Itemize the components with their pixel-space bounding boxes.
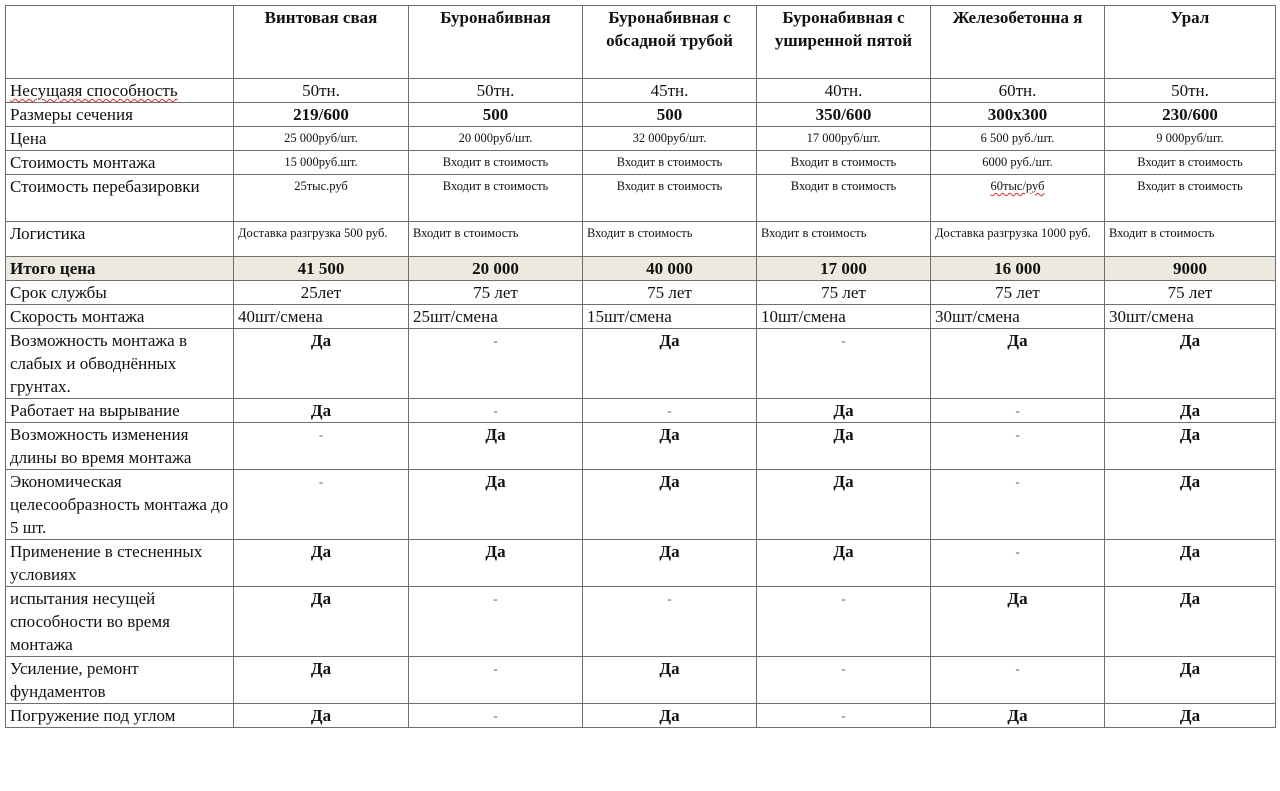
table-row [6, 127, 1276, 151]
table-cell: 45тн. [583, 79, 757, 103]
table-cell: 9 000руб/шт. [1105, 127, 1276, 151]
table-cell: Да [234, 657, 409, 704]
table-cell: Да [583, 470, 757, 540]
table-cell: Да [409, 540, 583, 587]
row-label: Итого цена [6, 257, 234, 281]
table-cell: 25лет [234, 281, 409, 305]
row-label: Работает на вырывание [6, 399, 234, 423]
table-cell: - [234, 423, 409, 470]
table-cell: Да [583, 704, 757, 728]
table-cell: Да [1105, 470, 1276, 540]
table-row [6, 281, 1276, 305]
table-cell: - [234, 470, 409, 540]
table-cell: Входит в стоимость [583, 175, 757, 222]
table-cell: Да [583, 329, 757, 399]
table-cell: 500 [583, 103, 757, 127]
table-cell: 500 [409, 103, 583, 127]
table-row [6, 305, 1276, 329]
table-cell: Да [1105, 540, 1276, 587]
table-cell: 10шт/смена [757, 305, 931, 329]
table-cell: 25тыс.руб [234, 175, 409, 222]
table-cell: - [931, 657, 1105, 704]
table-cell: - [931, 399, 1105, 423]
table-row [6, 79, 1276, 103]
row-label: Погружение под углом [6, 704, 234, 728]
table-cell: 219/600 [234, 103, 409, 127]
table-cell: Да [409, 423, 583, 470]
table-cell: 16 000 [931, 257, 1105, 281]
header-row [6, 6, 1276, 79]
table-cell: 300х300 [931, 103, 1105, 127]
table-cell: - [931, 423, 1105, 470]
table-cell: Да [1105, 704, 1276, 728]
table-cell: Да [1105, 329, 1276, 399]
table-cell: 75 лет [409, 281, 583, 305]
table-row [6, 329, 1276, 399]
table-cell: Да [757, 540, 931, 587]
row-label: Экономическая целесообразность монтажа до 5 шт. [6, 470, 234, 540]
table-cell: 75 лет [757, 281, 931, 305]
table-row [6, 222, 1276, 257]
table-cell: - [409, 587, 583, 657]
table-cell: 75 лет [583, 281, 757, 305]
table-cell: Да [1105, 423, 1276, 470]
table-cell: 20 000 [409, 257, 583, 281]
comparison-table [5, 5, 1276, 728]
table-cell: Да [1105, 657, 1276, 704]
row-label: Стоимость перебазировки [6, 175, 234, 222]
table-cell: 6 500 руб./шт. [931, 127, 1105, 151]
table-cell: Да [234, 329, 409, 399]
table-cell: 50тн. [234, 79, 409, 103]
table-cell: - [583, 587, 757, 657]
table-cell: Входит в стоимость [583, 222, 757, 257]
row-label: Возможность монтажа в слабых и обводнённых грунтах. [6, 329, 234, 399]
table-row [6, 540, 1276, 587]
table-cell: Да [757, 399, 931, 423]
table-row [6, 423, 1276, 470]
table-row [6, 470, 1276, 540]
table-cell: Да [931, 704, 1105, 728]
header-bored-belled: Буронабивная с уширенной пятой [757, 6, 931, 79]
table-cell: 17 000руб/шт. [757, 127, 931, 151]
table-cell: 230/600 [1105, 103, 1276, 127]
row-label: Срок службы [6, 281, 234, 305]
table-cell: 60тыс/руб [931, 175, 1105, 222]
table-cell: - [757, 657, 931, 704]
table-cell: 30шт/смена [931, 305, 1105, 329]
row-label: Размеры сечения [6, 103, 234, 127]
table-cell: 50тн. [409, 79, 583, 103]
table-cell: 25 000руб/шт. [234, 127, 409, 151]
table-cell: Входит в стоимость [1105, 151, 1276, 175]
table-cell: 25шт/смена [409, 305, 583, 329]
table-cell: Да [1105, 587, 1276, 657]
header-screw-pile: Винтовая свая [234, 6, 409, 79]
table-cell: Да [583, 423, 757, 470]
table-row [6, 704, 1276, 728]
table-cell: 6000 руб./шт. [931, 151, 1105, 175]
table-cell: Да [234, 704, 409, 728]
table-cell: - [409, 704, 583, 728]
total-row [6, 257, 1276, 281]
table-cell: 50тн. [1105, 79, 1276, 103]
header-bored: Буронабивная [409, 6, 583, 79]
table-cell: Да [931, 587, 1105, 657]
table-cell: 40шт/смена [234, 305, 409, 329]
table-cell: Да [757, 470, 931, 540]
table-cell: 60тн. [931, 79, 1105, 103]
header-concrete: Железобетонна я [931, 6, 1105, 79]
table-cell: - [583, 399, 757, 423]
row-label: Возможность изменения длины во время монтажа [6, 423, 234, 470]
table-cell: Да [583, 657, 757, 704]
header-bored-casing: Буронабивная с обсадной трубой [583, 6, 757, 79]
row-label: Стоимость монтажа [6, 151, 234, 175]
table-cell: 75 лет [1105, 281, 1276, 305]
table-cell: - [409, 657, 583, 704]
table-cell: - [757, 587, 931, 657]
table-cell: - [409, 399, 583, 423]
row-label: Цена [6, 127, 234, 151]
table-cell: 40 000 [583, 257, 757, 281]
table-cell: Да [583, 540, 757, 587]
table-cell: 41 500 [234, 257, 409, 281]
table-cell: Входит в стоимость [1105, 175, 1276, 222]
table-cell: 15шт/смена [583, 305, 757, 329]
table-cell: Да [234, 399, 409, 423]
table-cell: Да [757, 423, 931, 470]
table-cell: Входит в стоимость [409, 222, 583, 257]
table-cell: Входит в стоимость [409, 175, 583, 222]
table-cell: - [409, 329, 583, 399]
table-row [6, 103, 1276, 127]
table-cell: Входит в стоимость [757, 175, 931, 222]
table-cell: Входит в стоимость [757, 222, 931, 257]
table-cell: - [757, 329, 931, 399]
row-label: Применение в стесненных условиях [6, 540, 234, 587]
table-cell: Доставка разгрузка 500 руб. [234, 222, 409, 257]
row-label: Скорость монтажа [6, 305, 234, 329]
table-cell: Да [234, 587, 409, 657]
table-cell: - [931, 470, 1105, 540]
header-empty [6, 6, 234, 79]
table-cell: 9000 [1105, 257, 1276, 281]
table-cell: Входит в стоимость [583, 151, 757, 175]
table-cell: Да [409, 470, 583, 540]
table-cell: 40тн. [757, 79, 931, 103]
table-row [6, 151, 1276, 175]
table-row [6, 657, 1276, 704]
table-cell: - [931, 540, 1105, 587]
table-cell: 17 000 [757, 257, 931, 281]
row-label: Усиление, ремонт фундаментов [6, 657, 234, 704]
table-row [6, 587, 1276, 657]
table-cell: Входит в стоимость [409, 151, 583, 175]
table-cell: Да [931, 329, 1105, 399]
table-cell: 15 000руб.шт. [234, 151, 409, 175]
table-cell: 75 лет [931, 281, 1105, 305]
table-cell: Доставка разгрузка 1000 руб. [931, 222, 1105, 257]
table-cell: 30шт/смена [1105, 305, 1276, 329]
table-row [6, 399, 1276, 423]
row-label: Логистика [6, 222, 234, 257]
row-label: Несущаяя способность [6, 79, 234, 103]
table-cell: Входит в стоимость [757, 151, 931, 175]
table-cell: 350/600 [757, 103, 931, 127]
table-cell: 20 000руб/шт. [409, 127, 583, 151]
row-label: испытания несущей способности во время монтажа [6, 587, 234, 657]
table-cell: - [757, 704, 931, 728]
table-cell: 32 000руб/шт. [583, 127, 757, 151]
table-cell: Да [234, 540, 409, 587]
table-cell: Да [1105, 399, 1276, 423]
table-row [6, 175, 1276, 222]
header-ural: Урал [1105, 6, 1276, 79]
table-cell: Входит в стоимость [1105, 222, 1276, 257]
